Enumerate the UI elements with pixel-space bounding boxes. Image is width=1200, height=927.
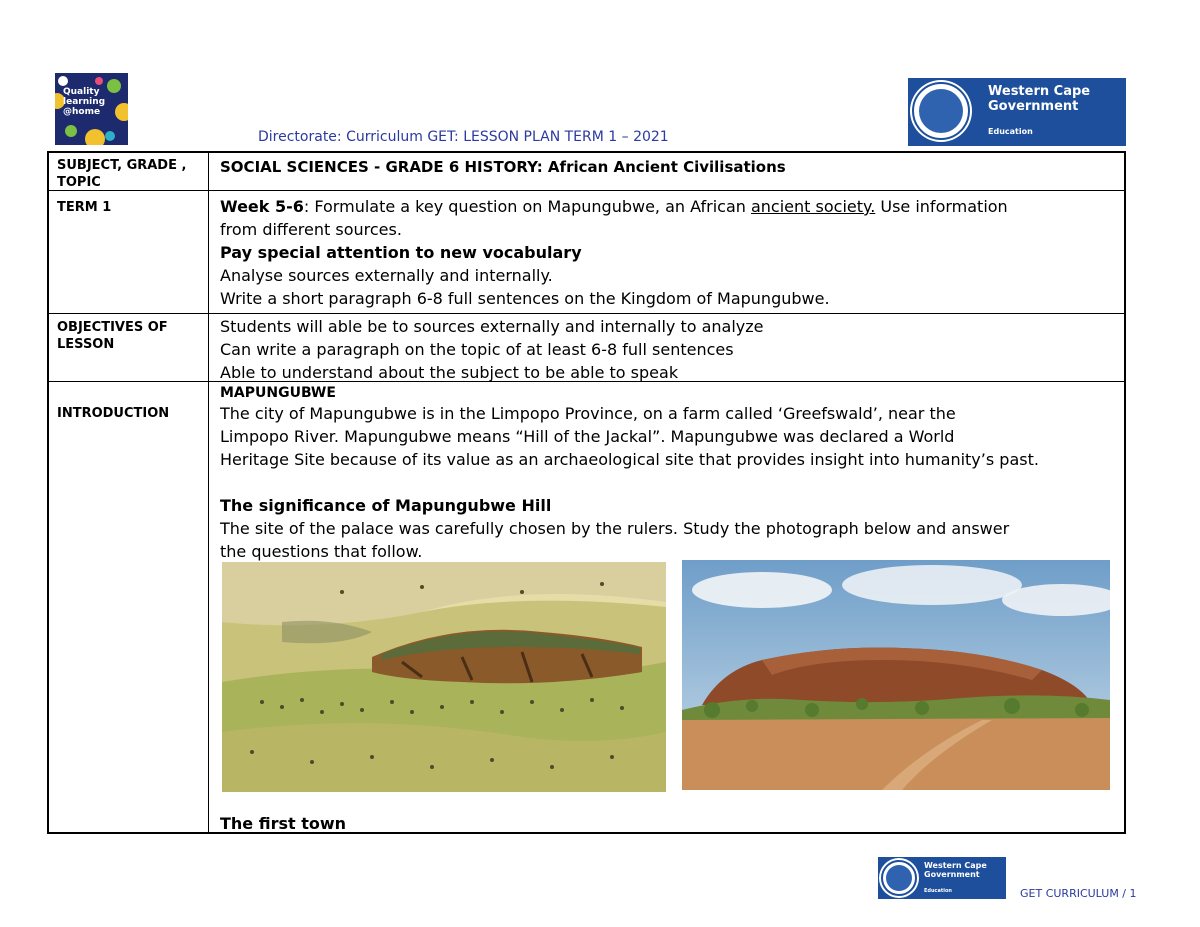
term-line-2: from different sources. bbox=[220, 220, 402, 239]
value-introduction bbox=[220, 384, 1114, 563]
row-objectives bbox=[49, 314, 1124, 382]
row-subject bbox=[49, 153, 1124, 191]
decor-dot bbox=[65, 125, 77, 137]
intro-subheading: The significance of Mapungubwe Hill bbox=[220, 496, 552, 515]
quality-learning-logo bbox=[55, 73, 128, 145]
footer-wcg-logo bbox=[878, 857, 1006, 899]
footer-logo-sub: Education bbox=[924, 888, 952, 894]
label-term: TERM 1 bbox=[57, 200, 112, 215]
decor-dot bbox=[115, 103, 128, 121]
footer-crest-icon bbox=[881, 860, 917, 896]
intro-para-line: Heritage Site because of its value as an archaeological site that provides insight into humanity’s past. bbox=[220, 450, 1039, 469]
first-town-heading: The first town bbox=[220, 814, 347, 833]
quality-learning-logo-text: Quality learning @home bbox=[63, 87, 106, 117]
value-subject: SOCIAL SCIENCES - GRADE 6 HISTORY: African Ancient Civilisations bbox=[220, 158, 786, 176]
value-term bbox=[220, 195, 1114, 310]
row-term bbox=[49, 191, 1124, 314]
wcg-logo-sub: Education bbox=[988, 127, 1033, 136]
objective-item: Students will able be to sources externally and internally to analyze bbox=[220, 317, 764, 336]
wcg-crest-icon bbox=[912, 82, 970, 140]
intro-para-line: The site of the palace was carefully chosen by the rulers. Study the photograph below and answer bbox=[220, 519, 1010, 538]
row-introduction bbox=[49, 382, 1124, 834]
decor-dot bbox=[105, 131, 115, 141]
wced-mini-crest-icon bbox=[58, 76, 68, 86]
term-line-3: Pay special attention to new vocabulary bbox=[220, 243, 582, 262]
directorate-title: Directorate: Curriculum GET: LESSON PLAN TERM 1 – 2021 bbox=[258, 129, 669, 145]
label-subject: SUBJECT, GRADE , TOPIC bbox=[57, 158, 187, 190]
objective-item: Able to understand about the subject to be able to speak bbox=[220, 363, 679, 382]
footer-logo-line2: Government bbox=[924, 870, 980, 879]
lesson-plan-table bbox=[47, 151, 1126, 834]
decor-dot bbox=[107, 79, 121, 93]
objective-item: Can write a paragraph on the topic of at least 6-8 full sentences bbox=[220, 340, 734, 359]
label-introduction: INTRODUCTION bbox=[57, 406, 170, 421]
footer-logo-line1: Western Cape bbox=[924, 861, 987, 870]
western-cape-government-logo bbox=[908, 78, 1126, 146]
wcg-logo-line2: Government bbox=[988, 99, 1079, 114]
intro-next-heading-wrap bbox=[220, 812, 1114, 835]
mapungubwe-hill-photo bbox=[682, 560, 1110, 790]
intro-para-line: The city of Mapungubwe is in the Limpopo Province, on a farm called ‘Greefswald’, near the bbox=[220, 404, 956, 423]
intro-para-line: the questions that follow. bbox=[220, 542, 423, 561]
page-number: GET CURRICULUM / 1 bbox=[1020, 887, 1137, 900]
decor-dot bbox=[85, 129, 105, 145]
value-objectives bbox=[220, 315, 1114, 384]
intro-heading: MAPUNGUBWE bbox=[220, 385, 336, 401]
term-line-5: Write a short paragraph 6-8 full sentences on the Kingdom of Mapungubwe. bbox=[220, 289, 830, 308]
term-line-1: Week 5-6: Formulate a key question on Mapungubwe, an African ancient society. Use information bbox=[220, 197, 1008, 216]
decor-dot bbox=[95, 77, 103, 85]
wcg-logo-line1: Western Cape bbox=[988, 84, 1091, 99]
label-objectives: OBJECTIVES OF LESSON bbox=[57, 320, 168, 352]
term-line-4: Analyse sources externally and internally. bbox=[220, 266, 553, 285]
intro-para-line: Limpopo River. Mapungubwe means “Hill of the Jackal”. Mapungubwe was declared a World bbox=[220, 427, 955, 446]
mapungubwe-illustration-image bbox=[222, 562, 666, 792]
